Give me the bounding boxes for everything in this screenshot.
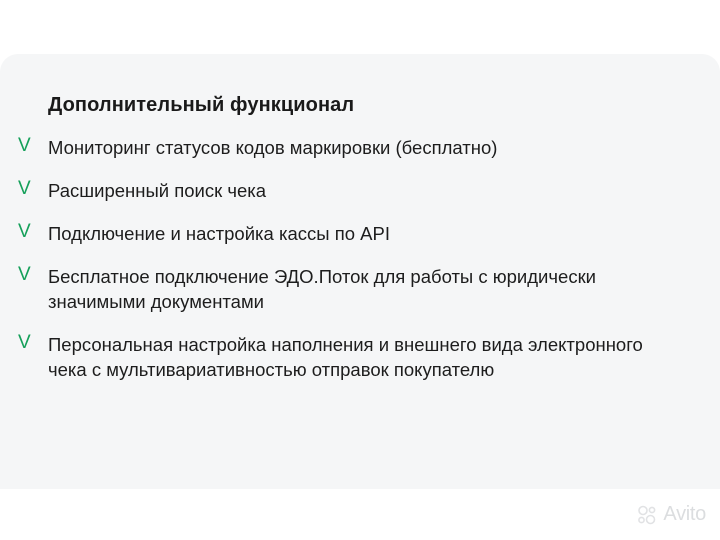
page-title: Дополнительный функционал bbox=[48, 94, 355, 116]
watermark-label: Avito bbox=[663, 503, 706, 525]
check-icon: V bbox=[18, 332, 31, 353]
list-item bbox=[18, 178, 696, 203]
feature-card bbox=[0, 54, 720, 489]
check-icon: V bbox=[18, 135, 31, 156]
list-item-label: Подключение и настройка кассы по API bbox=[48, 223, 390, 244]
list-item bbox=[18, 135, 696, 160]
check-icon: V bbox=[18, 221, 31, 242]
list-item-label: Расширенный поиск чека bbox=[48, 180, 267, 201]
top-whitespace-band bbox=[0, 0, 720, 54]
avito-logo-icon bbox=[636, 504, 658, 526]
watermark bbox=[636, 503, 706, 526]
bottom-whitespace-band bbox=[0, 489, 720, 540]
list-item-label: Персональная настройка наполнения и внешнего вида электронного чека с мультивариативностью отправок покупателю bbox=[48, 334, 643, 380]
list-item-label: Мониторинг статусов кодов маркировки (бесплатно) bbox=[48, 137, 498, 158]
list-item bbox=[18, 332, 696, 382]
feature-list bbox=[18, 135, 696, 382]
list-item-label: Бесплатное подключение ЭДО.Поток для работы с юридически значимыми документами bbox=[48, 266, 596, 312]
check-icon: V bbox=[18, 178, 31, 199]
check-icon: V bbox=[18, 264, 31, 285]
list-item bbox=[18, 264, 696, 314]
feature-card-content bbox=[18, 94, 696, 400]
list-item bbox=[18, 221, 696, 246]
